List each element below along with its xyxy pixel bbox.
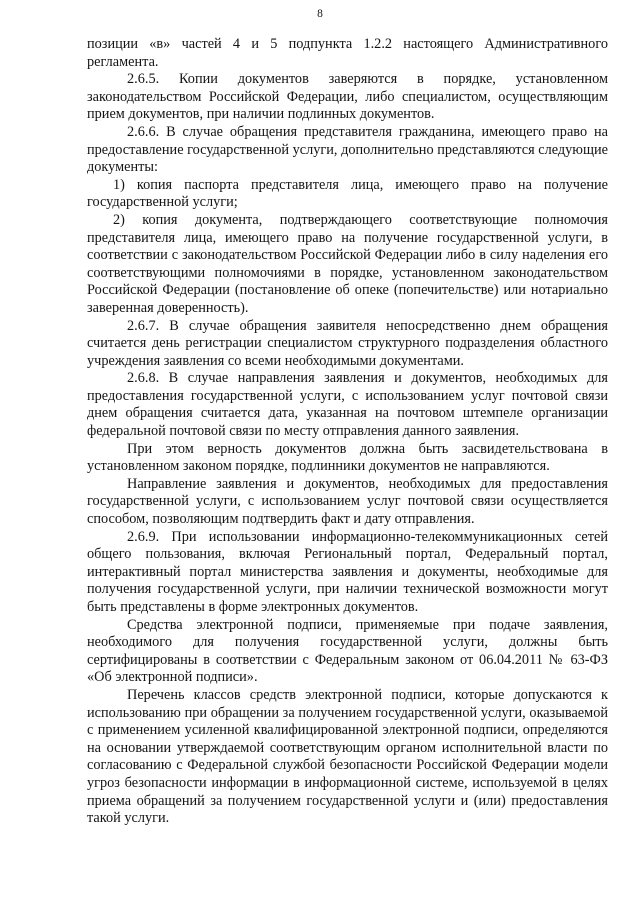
paragraph-signature-classes: Перечень классов средств электронной подписи, которые допускаются к использованию при обращении за получением государственной услуги, оказываемой с применением усиленной квалифицированной электронной подписи, определяются на основании утверждаемой соответствующим органом исполнительной власти по согласованию с Федеральной службой безопасности Российской Федерации модели угроз безопасности информации в информационной системе, используемой в целях приема обращений за получением государственной услуги и (или) предоставления такой услуги.	[87, 686, 608, 827]
paragraph-2-6-8: 2.6.8. В случае направления заявления и документов, необходимых для предоставления государственной услуги, с использованием услуг почтовой связи днем обращения считается дата, указанная на почтовом штемпеле организации федеральной почтовой связи по месту отправления данного заявления.	[87, 370, 608, 440]
paragraph-mail-submission: Направление заявления и документов, необходимых для предоставления государственной услуги, с использованием услуг почтовой связи осуществляется способом, позволяющим подтвердить факт и дату отправления.	[87, 475, 608, 528]
list-item-2: 2) копия документа, подтверждающего соответствующие полномочия представителя лица, имеющего право на получение государственной услуги, в соответствии с законодательством Российской Федерации либо в силу наделения его соответствующими полномочиями в порядке, установленном законодательством Российской Федерации (постановление об опеке (попечительстве) или нотариально заверенная доверенность).	[87, 211, 608, 316]
paragraph-electronic-signature: Средства электронной подписи, применяемые при подаче заявления, необходимого для получения государственной услуги, должны быть сертифицированы в соответствии с Федеральным законом от 06.04.2011 № 63-ФЗ «Об электронной подписи».	[87, 616, 608, 686]
paragraph-2-6-5: 2.6.5. Копии документов заверяются в порядке, установленном законодательством Российской Федерации, либо специалистом, осуществляющим прием документов, при наличии подлинных документов.	[87, 71, 608, 123]
list-item-1: 1) копия паспорта представителя лица, имеющего право на получение государственной услуги;	[87, 176, 608, 211]
paragraph-2-6-6: 2.6.6. В случае обращения представителя гражданина, имеющего право на предоставление государственной услуги, дополнительно представляются следующие документы:	[87, 123, 608, 176]
paragraph-document-verification: При этом верность документов должна быть засвидетельствована в установленном законом порядке, подлинники документов не направляются.	[87, 440, 608, 475]
paragraph-continuation: позиции «в» частей 4 и 5 подпункта 1.2.2 настоящего Административного регламента.	[87, 36, 608, 70]
paragraph-2-6-9: 2.6.9. При использовании информационно-телекоммуникационных сетей общего пользования, включая Региональный портал, Федеральный портал, интерактивный портал министерства заявления и документы, необходимые для получения государственной услуги, при наличии технической возможности могут быть представлены в форме электронных документов.	[87, 528, 608, 615]
paragraph-2-6-7: 2.6.7. В случае обращения заявителя непосредственно днем обращения считается день регистрации специалистом структурного подразделения областного учреждения заявления со всеми необходимыми документами.	[87, 317, 608, 369]
document-body	[87, 36, 608, 828]
page-number: 8	[317, 8, 323, 20]
